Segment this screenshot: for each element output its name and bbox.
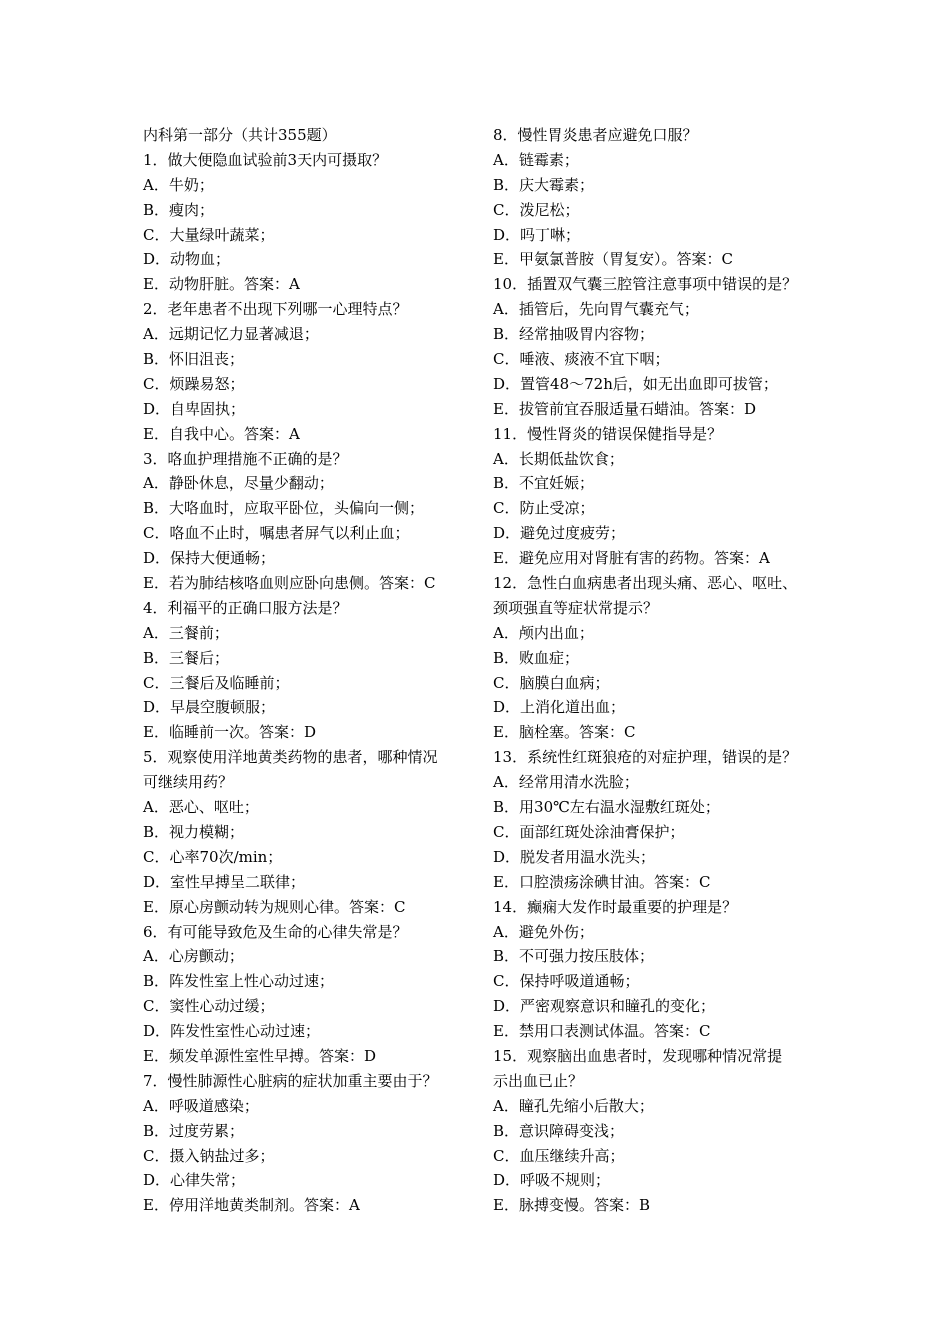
- option-line: A．链霉素；: [493, 150, 579, 169]
- question-11: 11．慢性肾炎的错误保健指导是？: [493, 424, 723, 443]
- option-line: C．血压继续升高；: [493, 1146, 625, 1165]
- question-2: 2．老年患者不出现下列哪一心理特点？: [143, 300, 408, 319]
- option-line: B．用30℃左右温水湿敷红斑处；: [493, 798, 720, 817]
- option-answer-line: E．口腔溃疡涂碘甘油。答案：C: [493, 872, 711, 891]
- option-line: B．败血症；: [493, 648, 580, 667]
- option-line: C．窦性心动过缓；: [143, 997, 275, 1016]
- option-answer-line: E．拔管前宜吞服适量石蜡油。答案：D: [493, 399, 756, 418]
- option-line: B．视力模糊；: [143, 822, 245, 841]
- left-column: [143, 123, 473, 1218]
- question-3: 3．咯血护理措施不正确的是？: [143, 449, 348, 468]
- question-8: 8．慢性胃炎患者应避免口服？: [493, 126, 698, 144]
- option-answer-line: E．脉搏变慢。答案：B: [493, 1196, 650, 1215]
- option-line: A．牛奶；: [143, 175, 214, 194]
- option-line: D．保持大便通畅；: [143, 549, 276, 568]
- option-line: D．呼吸不规则；: [493, 1171, 611, 1190]
- option-line: B．怀旧沮丧；: [143, 350, 245, 369]
- question-15-continued: 示出血已止？: [493, 1071, 584, 1090]
- option-line: B．不宜妊娠；: [493, 474, 595, 493]
- option-answer-line: E．甲氨氯普胺（胃复安）。答案：C: [493, 250, 733, 269]
- option-line: D．脱发者用温水洗头；: [493, 847, 656, 866]
- option-line: A．避免外伤；: [493, 922, 594, 941]
- option-line: A．恶心、呕吐；: [143, 798, 259, 817]
- option-line: C．防止受凉；: [493, 499, 595, 518]
- question-6: 6．有可能导致危及生命的心律失常是？: [143, 922, 408, 941]
- option-line: A．颅内出血；: [493, 623, 594, 642]
- option-line: C．泼尼松；: [493, 200, 580, 219]
- option-line: D．阵发性室性心动过速；: [143, 1022, 321, 1041]
- question-4: 4．利福平的正确口服方法是？: [143, 598, 348, 617]
- question-15: 15．观察脑出血患者时，发现哪种情况常提: [493, 1046, 783, 1065]
- option-line: B．瘦肉；: [143, 200, 215, 219]
- option-answer-line: E．动物肝脏。答案：A: [143, 275, 300, 294]
- option-line: C．心率70次/min；: [143, 847, 283, 866]
- question-10: 10．插置双气囊三腔管注意事项中错误的是？: [493, 275, 798, 294]
- option-answer-line: E．脑栓塞。答案：C: [493, 723, 636, 742]
- option-answer-line: E．自我中心。答案：A: [143, 424, 300, 443]
- option-line: B．三餐后；: [143, 648, 230, 667]
- option-line: B．阵发性室上性心动过速；: [143, 972, 335, 991]
- option-line: D．动物血；: [143, 250, 231, 269]
- option-line: B．经常抽吸胃内容物；: [493, 325, 655, 344]
- option-answer-line: E．停用洋地黄类制剂。答案：A: [143, 1196, 360, 1215]
- question-5-continued: 可继续用药？: [143, 773, 234, 792]
- question-14: 14．癫痫大发作时最重要的护理是？: [493, 897, 738, 916]
- option-line: A．心房颤动；: [143, 947, 244, 966]
- option-line: A．呼吸道感染；: [143, 1096, 259, 1115]
- option-line: D．室性早搏呈二联律；: [143, 872, 306, 891]
- option-line: B．庆大霉素；: [493, 175, 595, 194]
- option-line: D．避免过度疲劳；: [493, 524, 626, 543]
- right-column: [493, 123, 828, 1218]
- question-12: 12．急性白血病患者出现头痛、恶心、呕吐、: [493, 574, 798, 593]
- question-7: 7．慢性肺源性心脏病的症状加重主要由于？: [143, 1071, 438, 1090]
- option-line: C．唾液、痰液不宜下咽；: [493, 350, 670, 369]
- question-12-continued: 颈项强直等症状常提示？: [493, 598, 659, 617]
- option-line: D．心律失常；: [143, 1171, 246, 1190]
- option-line: C．脑膜白血病；: [493, 673, 610, 692]
- question-5: 5．观察使用洋地黄类药物的患者，哪种情况: [143, 748, 438, 767]
- option-line: D．吗丁啉；: [493, 225, 581, 244]
- option-line: C．咯血不止时，嘱患者屏气以利止血；: [143, 524, 410, 543]
- option-line: A．静卧休息，尽量少翻动；: [143, 474, 334, 493]
- option-line: C．面部红斑处涂油膏保护；: [493, 822, 685, 841]
- option-answer-line: E．原心房颤动转为规则心律。答案：C: [143, 897, 406, 916]
- section-title: 内科第一部分（共计355题）: [143, 126, 337, 144]
- option-line: A．经常用清水洗脸；: [493, 773, 639, 792]
- option-line: D．自卑固执；: [143, 399, 246, 418]
- option-line: B．大咯血时，应取平卧位，头偏向一侧；: [143, 499, 425, 518]
- option-line: C．烦躁易怒；: [143, 374, 245, 393]
- option-line: A．远期记忆力显著减退；: [143, 325, 319, 344]
- option-line: C．保持呼吸道通畅；: [493, 972, 640, 991]
- option-line: D．上消化道出血；: [493, 698, 626, 717]
- option-answer-line: E．若为肺结核咯血则应卧向患侧。答案：C: [143, 574, 436, 593]
- question-1: 1．做大便隐血试验前3天内可摄取？: [143, 150, 388, 169]
- question-13: 13．系统性红斑狼疮的对症护理，错误的是？: [493, 748, 798, 767]
- option-answer-line: E．临睡前一次。答案：D: [143, 723, 316, 742]
- option-line: A．三餐前；: [143, 623, 229, 642]
- option-line: D．置管48～72h后，如无出血即可拔管；: [493, 374, 778, 393]
- option-line: A．长期低盐饮食；: [493, 449, 624, 468]
- option-line: C．三餐后及临睡前；: [143, 673, 290, 692]
- option-line: C．大量绿叶蔬菜；: [143, 225, 275, 244]
- option-line: A．插管后，先向胃气囊充气；: [493, 300, 699, 319]
- option-line: B．不可强力按压肢体；: [493, 947, 655, 966]
- option-answer-line: E．避免应用对肾脏有害的药物。答案：A: [493, 549, 770, 568]
- option-line: B．意识障碍变浅；: [493, 1121, 625, 1140]
- option-answer-line: E．频发单源性室性早搏。答案：D: [143, 1046, 376, 1065]
- option-line: C．摄入钠盐过多；: [143, 1146, 275, 1165]
- option-line: A．瞳孔先缩小后散大；: [493, 1096, 654, 1115]
- option-answer-line: E．禁用口表测试体温。答案：C: [493, 1022, 711, 1041]
- option-line: B．过度劳累；: [143, 1121, 245, 1140]
- option-line: D．严密观察意识和瞳孔的变化；: [493, 997, 716, 1016]
- option-line: D．早晨空腹顿服；: [143, 698, 276, 717]
